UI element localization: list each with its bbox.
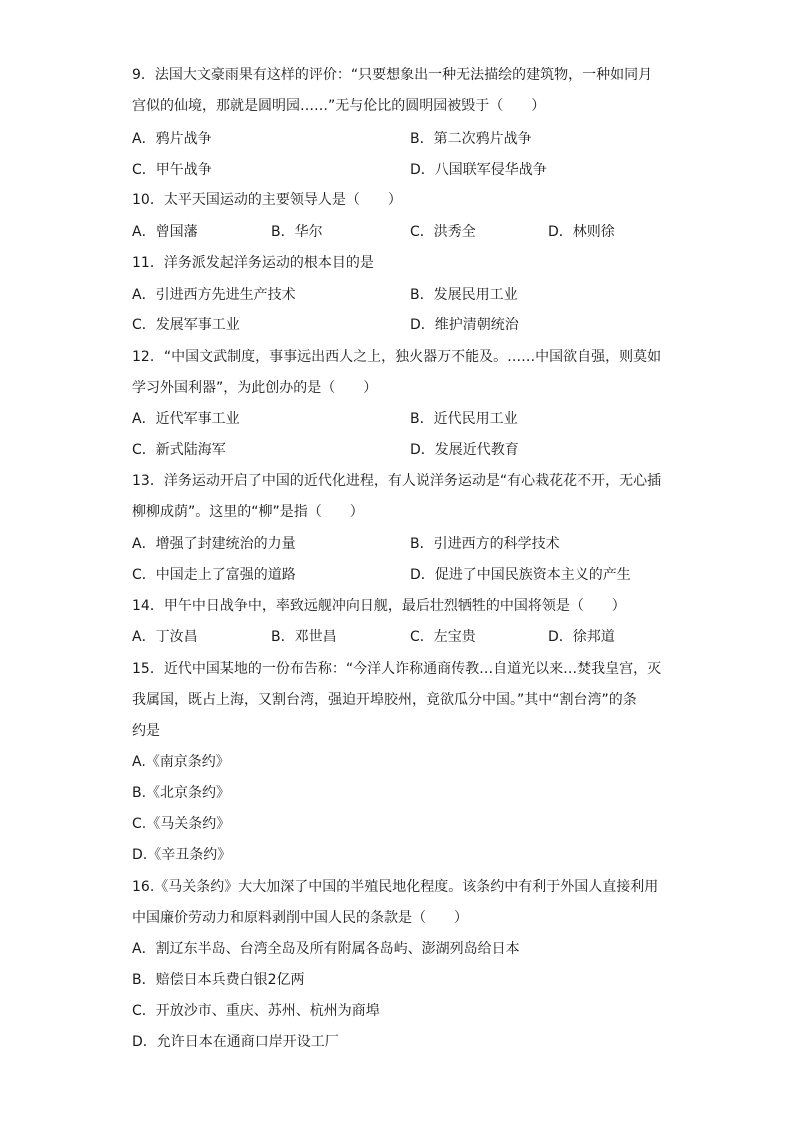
question-10-option-d: D．林则徐: [548, 224, 615, 240]
question-14-stem: 14．甲午中日战争中，率致远舰冲向日舰，最后壮烈牺牲的中国将领是（ ）: [132, 598, 626, 614]
question-12-stem-line-2: 学习外国利器”，为此创办的是（ ）: [132, 380, 378, 396]
question-16-stem-line-2: 中国廉价劳动力和原料剥削中国人民的条款是（ ）: [132, 910, 468, 926]
question-12-option-d: D．发展近代教育: [410, 442, 519, 458]
question-9-option-b: B．第二次鸦片战争: [410, 131, 532, 147]
question-14-option-a: A．丁汝昌: [132, 629, 198, 645]
question-9-option-d: D．八国联军侵华战争: [410, 162, 547, 178]
question-13-option-d: D．促进了中国民族资本主义的产生: [410, 567, 631, 583]
question-9-option-a: A．鸦片战争: [132, 131, 212, 147]
question-10-stem: 10．太平天国运动的主要领导人是（ ）: [132, 192, 402, 208]
question-12-stem-line-1: 12．“中国文武制度，事事远出西人之上，独火器万不能及。……中国欲自强，则莫如: [132, 349, 662, 365]
question-9-stem-line-1: 9．法国大文豪雨果有这样的评价：“只要想象出一种无法描绘的建筑物，一种如同月: [132, 67, 653, 83]
question-11-option-c: C．发展军事工业: [132, 317, 240, 333]
question-16-option-c: C．开放沙市、重庆、苏州、杭州为商埠: [132, 1003, 380, 1019]
question-15-option-b: B.《北京条约》: [132, 785, 231, 801]
question-10-option-c: C．洪秀全: [410, 224, 476, 240]
question-14-option-d: D．徐邦道: [548, 629, 615, 645]
question-16-stem-line-1: 16.《马关条约》大大加深了中国的半殖民地化程度。该条约中有利于外国人直接利用: [132, 879, 659, 895]
question-14-option-c: C．左宝贵: [410, 629, 476, 645]
question-15-stem-line-2: 我属国，既占上海，又割台湾，强迫开埠胶州，竟欲瓜分中国。”其中“割台湾”的条: [132, 692, 637, 708]
question-14-option-b: B．邓世昌: [271, 629, 337, 645]
question-11-option-b: B．发展民用工业: [410, 287, 518, 303]
question-13-stem-line-1: 13．洋务运动开启了中国的近代化进程，有人说洋务运动是“有心栽花花不开，无心插: [132, 473, 662, 489]
question-15-stem-line-1: 15．近代中国某地的一份布告称：“今洋人诈称通商传教…自道光以来…焚我皇宫，灭: [132, 661, 662, 677]
question-12-option-a: A．近代军事工业: [132, 411, 240, 427]
question-13-option-a: A．增强了封建统治的力量: [132, 536, 296, 552]
question-9-stem-line-2: 宫似的仙境，那就是圆明园……”无与伦比的圆明园被毁于（ ）: [132, 98, 546, 114]
question-15-stem-line-3: 约是: [132, 723, 160, 739]
question-11-stem: 11．洋务派发起洋务运动的根本目的是: [132, 255, 374, 271]
question-15-option-d: D.《辛丑条约》: [132, 847, 232, 863]
question-9-option-c: C．甲午战争: [132, 162, 212, 178]
question-12-option-b: B．近代民用工业: [410, 411, 518, 427]
question-15-option-c: C.《马关条约》: [132, 816, 231, 832]
question-11-option-a: A．引进西方先进生产技术: [132, 287, 296, 303]
question-13-option-c: C．中国走上了富强的道路: [132, 567, 296, 583]
question-15-option-a: A.《南京条约》: [132, 754, 230, 770]
question-16-option-b: B．赔偿日本兵费白银2亿两: [132, 972, 305, 988]
question-16-option-d: D．允许日本在通商口岸开设工厂: [132, 1034, 339, 1050]
question-12-option-c: C．新式陆海军: [132, 442, 226, 458]
question-13-option-b: B．引进西方的科学技术: [410, 536, 560, 552]
question-13-stem-line-2: 柳柳成荫”。这里的“柳”是指（ ）: [132, 504, 364, 520]
question-16-option-a: A．割辽东半岛、台湾全岛及所有附属各岛屿、澎湖列岛给日本: [132, 941, 520, 957]
question-10-option-b: B．华尔: [271, 224, 323, 240]
question-11-option-d: D．维护清朝统治: [410, 317, 519, 333]
question-10-option-a: A．曾国藩: [132, 224, 198, 240]
